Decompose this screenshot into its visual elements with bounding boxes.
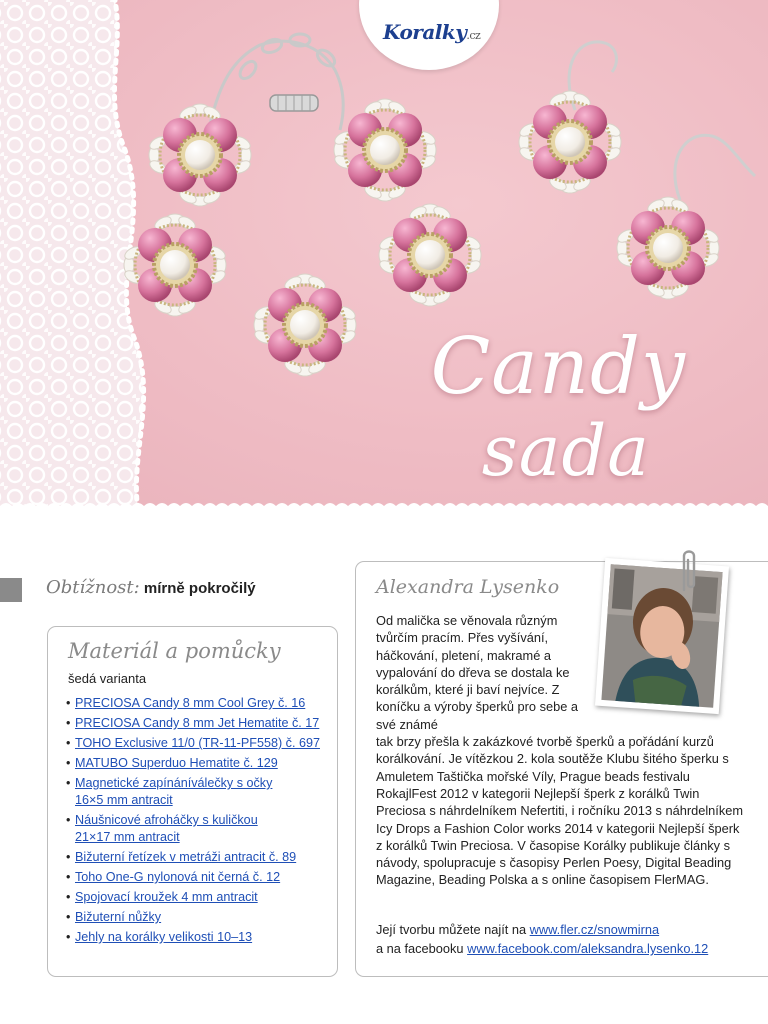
title-sada: sada bbox=[481, 410, 650, 492]
material-link[interactable]: Jehly na korálky velikosti 10–13 bbox=[75, 930, 253, 944]
materials-heading: Materiál a pomůcky bbox=[68, 639, 281, 663]
links-intro: Její tvorbu můžete najít na bbox=[376, 922, 527, 937]
paperclip-icon bbox=[676, 546, 700, 596]
list-item bbox=[66, 775, 334, 809]
author-photo bbox=[595, 558, 729, 714]
list-item bbox=[66, 735, 334, 752]
difficulty-line bbox=[46, 577, 256, 598]
list-item bbox=[66, 755, 334, 772]
list-item bbox=[66, 889, 334, 906]
material-link[interactable]: TOHO Exclusive 11/0 (TR-11-PF558) č. 697 bbox=[75, 736, 320, 750]
author-bio-part2: tak brzy přešla k zakázkové tvorbě šperků a pořádání kurzů korálkování. Je vítězkou 2. kola soutěže Klubu šitého šperku s Amuletem Taštička mořské Víly, Prague beads festivalu RokajlFest 2012 v kategorii Nejlepší šperk z korálků Twin Preciosa s náhrdelníkem Nefertiti, i ročníku 2013 s náhrdelníkem Icy Drops a Fashion Color works 2014 v kategorii Nejlepší šperk z korálků Twin Preciosa. V časopise Korálky publikuje články s návody, spolupracuje s časopisy Perlen Poesy, Digital Beading Magazine, Beading Polska a s online časopisem FlerMAG. bbox=[376, 734, 744, 888]
author-name: Alexandra Lysenko bbox=[376, 576, 560, 598]
title-candy: Candy bbox=[430, 322, 686, 412]
list-item bbox=[66, 812, 334, 846]
author-bio-part1: Od malička se věnovala různým tvůrčím pracím. Přes vyšívání, háčkování, pletení, makramé a vypalování do dřeva se dostala ke korálkům, které ji baví nejvíce. Z koníčku a výroby šperků pro sebe a své známé bbox=[376, 613, 579, 732]
list-item bbox=[66, 909, 334, 926]
scalloped-edge bbox=[0, 500, 768, 510]
material-link[interactable]: Bižuterní nůžky bbox=[75, 910, 162, 924]
logo-wordmark: Koralky bbox=[383, 20, 467, 44]
list-item bbox=[66, 849, 334, 866]
list-item bbox=[66, 869, 334, 886]
difficulty-value: mírně pokročilý bbox=[143, 580, 256, 597]
material-link[interactable]: PRECIOSA Candy 8 mm Cool Grey č. 16 bbox=[75, 696, 306, 710]
material-link[interactable]: Spojovací kroužek 4 mm antracit bbox=[75, 890, 258, 904]
author-links bbox=[376, 920, 708, 958]
material-link[interactable]: MATUBO Superduo Hematite č. 129 bbox=[75, 756, 278, 770]
jewelry-set-illustration bbox=[0, 0, 768, 510]
materials-list bbox=[66, 695, 334, 949]
facebook-link[interactable]: www.facebook.com/aleksandra.lysenko.12 bbox=[467, 941, 709, 956]
logo-tld: .cz bbox=[466, 29, 481, 42]
material-link[interactable]: PRECIOSA Candy 8 mm Jet Hematite č. 17 bbox=[75, 716, 320, 730]
hero-photo bbox=[0, 0, 768, 510]
material-link[interactable]: Bižuterní řetízek v metráži antracit č. 89 bbox=[75, 850, 297, 864]
difficulty-label: Obtížnost: bbox=[46, 577, 140, 598]
list-item bbox=[66, 929, 334, 946]
fler-link[interactable]: www.fler.cz/snowmirna bbox=[529, 922, 660, 937]
list-item bbox=[66, 715, 334, 732]
materials-box bbox=[47, 626, 338, 977]
material-link[interactable]: Toho One-G nylonová nit černá č. 12 bbox=[75, 870, 281, 884]
materials-variant: šedá varianta bbox=[68, 671, 147, 686]
koralky-logo[interactable] bbox=[383, 20, 480, 44]
facebook-intro: a na facebooku bbox=[376, 941, 464, 956]
portrait-image bbox=[595, 558, 729, 714]
section-marker bbox=[0, 578, 22, 602]
list-item bbox=[66, 695, 334, 712]
material-link[interactable]: Magnetické zapínáníválečky s očky 16×5 mm antracit bbox=[75, 776, 273, 807]
material-link[interactable]: Náušnicové afroháčky s kuličkou 21×17 mm antracit bbox=[75, 813, 258, 844]
